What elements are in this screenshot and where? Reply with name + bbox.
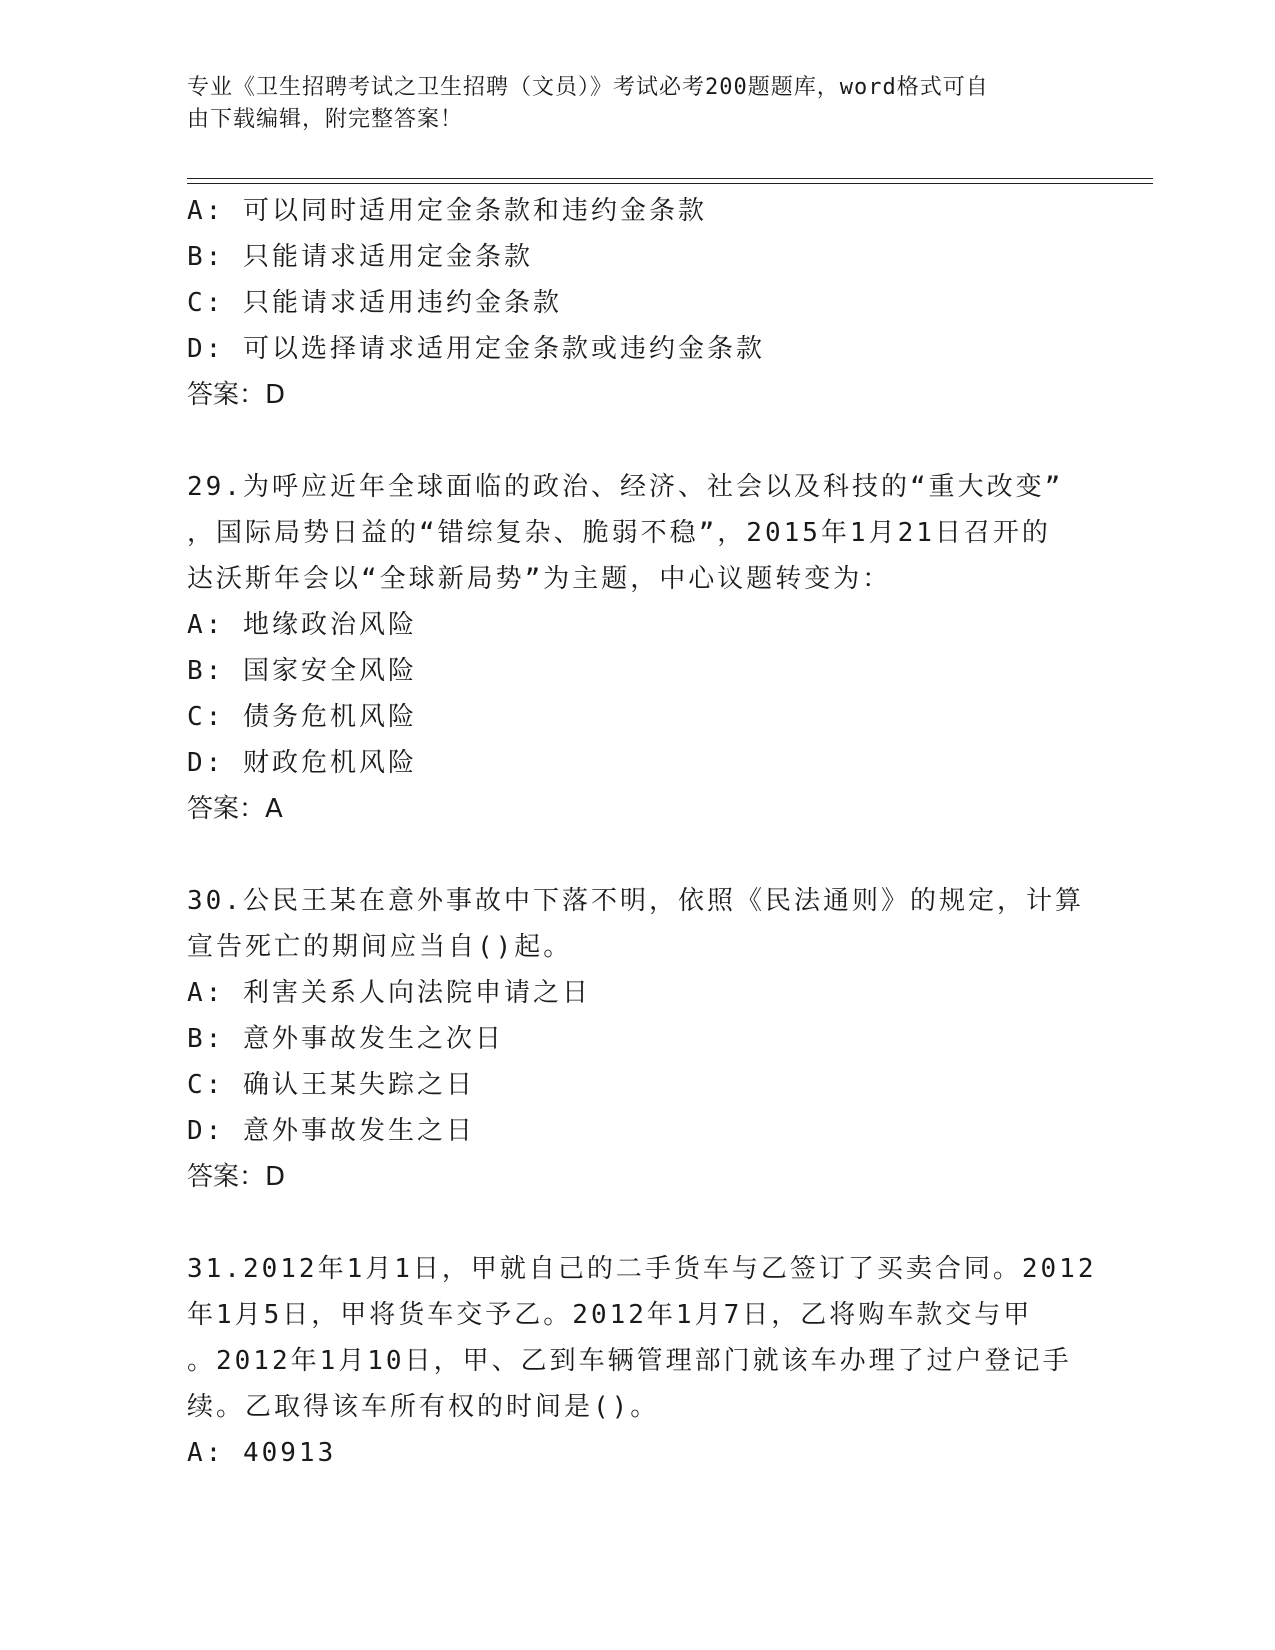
question-stem-line: 宣告死亡的期间应当自()起。: [187, 932, 573, 962]
question-stem-line: 达沃斯年会以“全球新局势”为主题，中心议题转变为：: [187, 564, 892, 594]
option-d: D: 财政危机风险: [187, 748, 417, 778]
question-28: [187, 188, 1087, 418]
option-a: A: 可以同时适用定金条款和违约金条款: [187, 196, 707, 226]
option-c: C: 债务危机风险: [187, 702, 417, 732]
header-divider-top: [187, 178, 1153, 179]
spacer: [187, 1200, 1087, 1246]
question-stem-line: 31.2012年1月1日，甲就自己的二手货车与乙签订了买卖合同。2012: [187, 1254, 1097, 1284]
option-d: D: 意外事故发生之日: [187, 1116, 475, 1146]
option-d: D: 可以选择请求适用定金条款或违约金条款: [187, 334, 765, 364]
question-29: [187, 464, 1087, 832]
option-b: B: 意外事故发生之次日: [187, 1024, 504, 1054]
question-stem-line: 。2012年1月10日，甲、乙到车辆管理部门就该车办理了过户登记手: [187, 1346, 1072, 1376]
header-line-1: 专业《卫生招聘考试之卫生招聘（文员）》考试必考200题题库，word格式可自: [187, 75, 989, 100]
header-line-2: 由下载编辑，附完整答案！: [187, 107, 464, 132]
option-a: A: 地缘政治风险: [187, 610, 417, 640]
option-c: C: 只能请求适用违约金条款: [187, 288, 562, 318]
option-a: A: 利害关系人向法院申请之日: [187, 978, 591, 1008]
option-b: B: 国家安全风险: [187, 656, 417, 686]
document-body: [187, 188, 1097, 1476]
question-30: [187, 878, 1087, 1200]
option-c: C: 确认王某失踪之日: [187, 1070, 475, 1100]
option-b: B: 只能请求适用定金条款: [187, 242, 533, 272]
spacer: [187, 832, 1087, 878]
answer: 答案：D: [187, 380, 286, 410]
answer: 答案：A: [187, 794, 283, 824]
question-stem-line: 30.公民王某在意外事故中下落不明，依照《民法通则》的规定，计算: [187, 886, 1084, 916]
question-stem-line: ，国际局势日益的“错综复杂、脆弱不稳”，2015年1月21日召开的: [187, 518, 1051, 548]
question-stem-line: 年1月5日，甲将货车交予乙。2012年1月7日，乙将购车款交与甲: [187, 1300, 1033, 1330]
header-divider-bottom: [187, 183, 1153, 184]
answer: 答案：D: [187, 1162, 286, 1192]
question-stem-line: 续。乙取得该车所有权的时间是()。: [187, 1392, 660, 1422]
spacer: [187, 418, 1087, 464]
question-stem-line: 29.为呼应近年全球面临的政治、经济、社会以及科技的“重大改变”: [187, 472, 1064, 502]
document-header: [187, 72, 1087, 136]
option-a: A: 40913: [187, 1438, 337, 1468]
question-31: [187, 1246, 1097, 1476]
